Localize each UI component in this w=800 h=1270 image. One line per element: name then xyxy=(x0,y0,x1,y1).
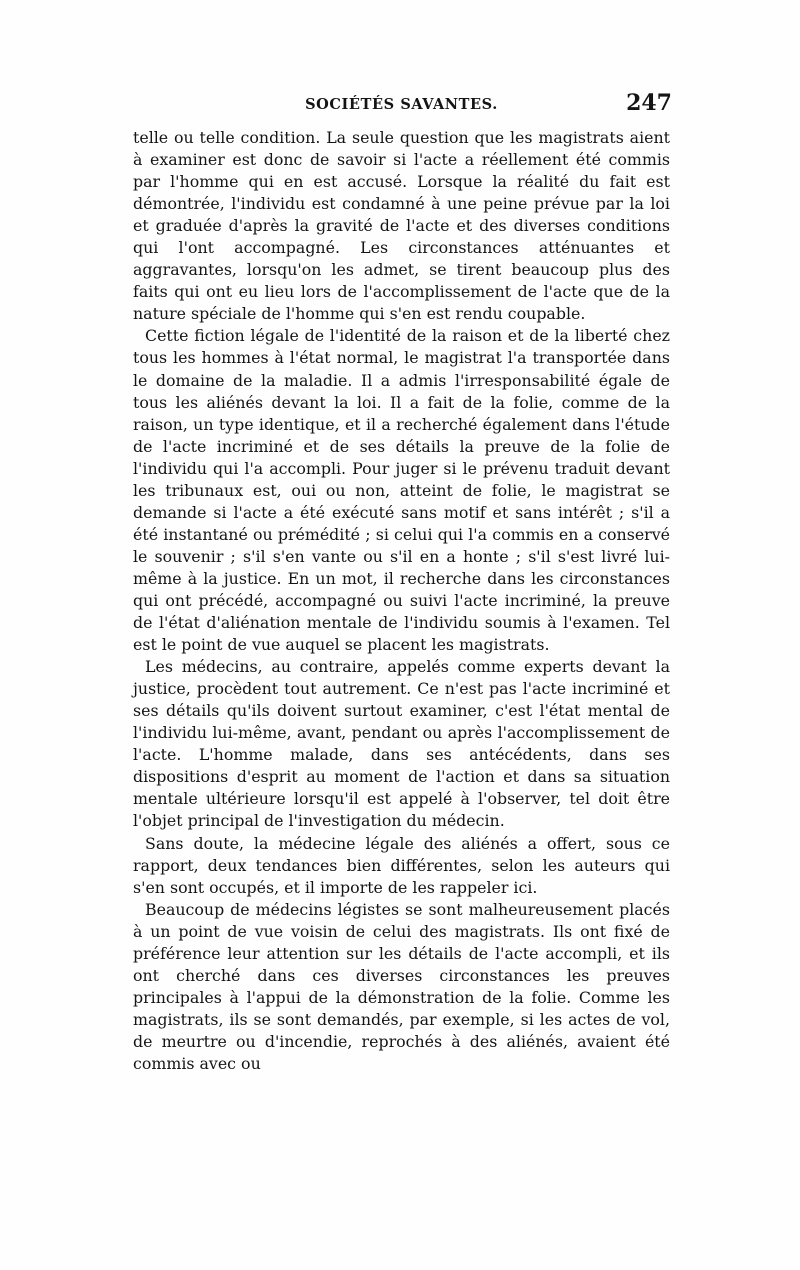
page-number: 247 xyxy=(626,90,672,116)
body-text xyxy=(133,127,670,1075)
running-header xyxy=(133,92,670,118)
paragraph-legal-fiction: Cette fiction légale de l'identité de la raison et de la liberté chez tous les hommes à l'état normal, le magistrat l'a transportée dans le domaine de la maladie. Il a admis l'irresponsabilité égale de tous les aliénés devant la loi. Il a fait de la folie, comme de la raison, un type identique, et il a recherché également dans l'étude de l'acte incriminé et de ses détails la preuve de la folie de l'individu qui l'a accompli. Pour juger si le prévenu traduit devant les tribunaux est, oui ou non, atteint de folie, le magistrat se demande si l'acte a été exécuté sans motif et sans intérêt ; s'il a été instantané ou prémédité ; si celui qui l'a commis en a conservé le souvenir ; s'il s'en vante ou s'il en a honte ; s'il s'est livré lui-même à la justice. En un mot, il recherche dans les circonstances qui ont précédé, accompagné ou suivi l'acte incriminé, la preuve de l'état d'aliénation mentale de l'individu soumis à l'examen. Tel est le point de vue auquel se placent les magistrats. xyxy=(133,326,670,655)
paragraph-continuation: telle ou telle condition. La seule question que les magistrats aient à examiner est donc de savoir si l'acte a réellement été commis par l'homme qui en est accusé. Lorsque la réalité du fait est démontrée, l'individu est condamné à une peine prévue par la loi et graduée d'après la gravité de l'acte et des diverses conditions qui l'ont accompagné. Les circonstances atténuantes et aggravantes, lorsqu'on les admet, se tirent beaucoup plus des faits qui ont eu lieu lors de l'accomplissement de l'acte que de la nature spéciale de l'homme qui s'en est rendu coupable. xyxy=(133,128,670,324)
paragraph-legal-physicians: Beaucoup de médecins légistes se sont malheureusement placés à un point de vue voisin de celui des magistrats. Ils ont fixé de préférence leur attention sur les détails de l'acte accompli, et ils ont cherché dans ces diverses circonstances les preuves principales à l'appui de la démonstration de la folie. Comme les magistrats, ils se sont demandés, par exemple, si les actes de vol, de meurtre ou d'incendie, reprochés à des aliénés, avaient été commis avec ou xyxy=(133,899,670,1073)
paragraph-two-tendencies: Sans doute, la médecine légale des aliénés a offert, sous ce rapport, deux tendances bien différentes, selon les auteurs qui s'en sont occupés, et il importe de les rappeler ici. xyxy=(133,833,670,897)
running-title: SOCIÉTÉS SAVANTES. xyxy=(305,96,498,113)
paragraph-medical-experts: Les médecins, au contraire, appelés comme experts devant la justice, procèdent tout autrement. Ce n'est pas l'acte incriminé et ses détails qu'ils doivent surtout examiner, c'est l'état mental de l'individu lui-même, avant, pendant ou après l'accomplissement de l'acte. L'homme malade, dans ses antécédents, dans ses dispositions d'esprit au moment de l'action et dans sa situation mentale ultérieure lorsqu'il est appelé à l'observer, tel doit être l'objet principal de l'investigation du médecin. xyxy=(133,657,670,831)
